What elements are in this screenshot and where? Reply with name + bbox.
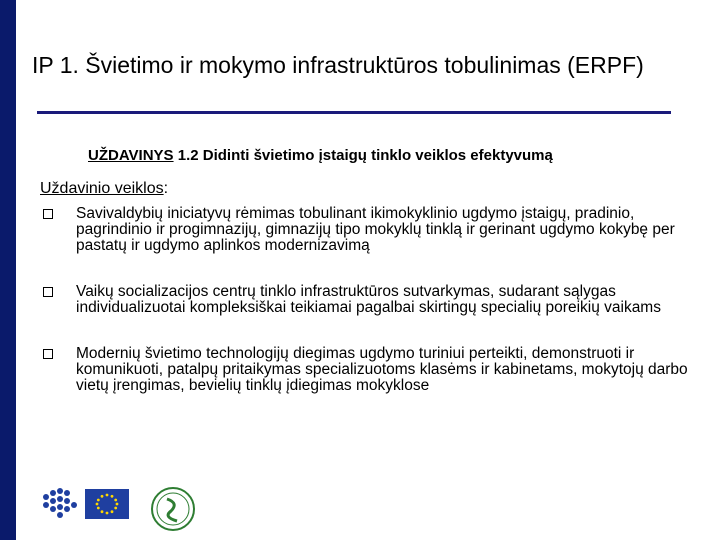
title-divider — [37, 111, 671, 114]
esf-logo-icon — [37, 485, 81, 525]
slide-title: IP 1. Švietimo ir mokymo infrastruktūros tobulinimas (ERPF) — [32, 52, 644, 78]
ministry-seal-icon — [149, 485, 197, 525]
accent-side-bar — [0, 0, 16, 540]
activities-heading-label: Uždavinio veiklos — [40, 180, 164, 197]
task-heading — [88, 147, 553, 164]
square-bullet-icon — [43, 209, 53, 219]
activities-list — [40, 206, 690, 424]
list-item-text: Savivaldybių iniciatyvų rėmimas tobulinant ikimokyklinio ugdymo įstaigų, pradinio, pagrindinio ir progimnazijų, gimnazijų tipo mokyklų tinklą ir gerinant ugdymo kokybę per pastatų ir ugdymo aplinkos modernizavimą — [76, 205, 675, 254]
footer-logos — [37, 485, 237, 533]
list-item — [40, 346, 690, 394]
square-bullet-icon — [43, 349, 53, 359]
activities-heading-colon: : — [163, 180, 169, 197]
square-bullet-icon — [43, 287, 53, 297]
list-item-text: Vaikų socializacijos centrų tinklo infrastruktūros sutvarkymas, sudarant sąlygas individualizuotai kompleksiškai teikiamai pagalbai skirtingų specialių poreikių vaikams — [76, 283, 661, 316]
list-item — [40, 206, 690, 254]
list-item — [40, 284, 690, 316]
list-item-text: Modernių švietimo technologijų diegimas ugdymo turiniui perteikti, demonstruoti ir komunikuoti, patalpų pritaikymas specializuotoms klasėms ir kabinetams, mokytojų darbo vietų įrengimas, bevielių tinklų įdiegimas mokyklose — [76, 345, 688, 394]
activities-heading — [40, 180, 168, 198]
eu-flag-icon — [85, 485, 131, 525]
task-prefix: UŽDAVINYS — [88, 147, 174, 164]
task-text: 1.2 Didinti švietimo įstaigų tinklo veiklos efektyvumą — [173, 147, 553, 164]
